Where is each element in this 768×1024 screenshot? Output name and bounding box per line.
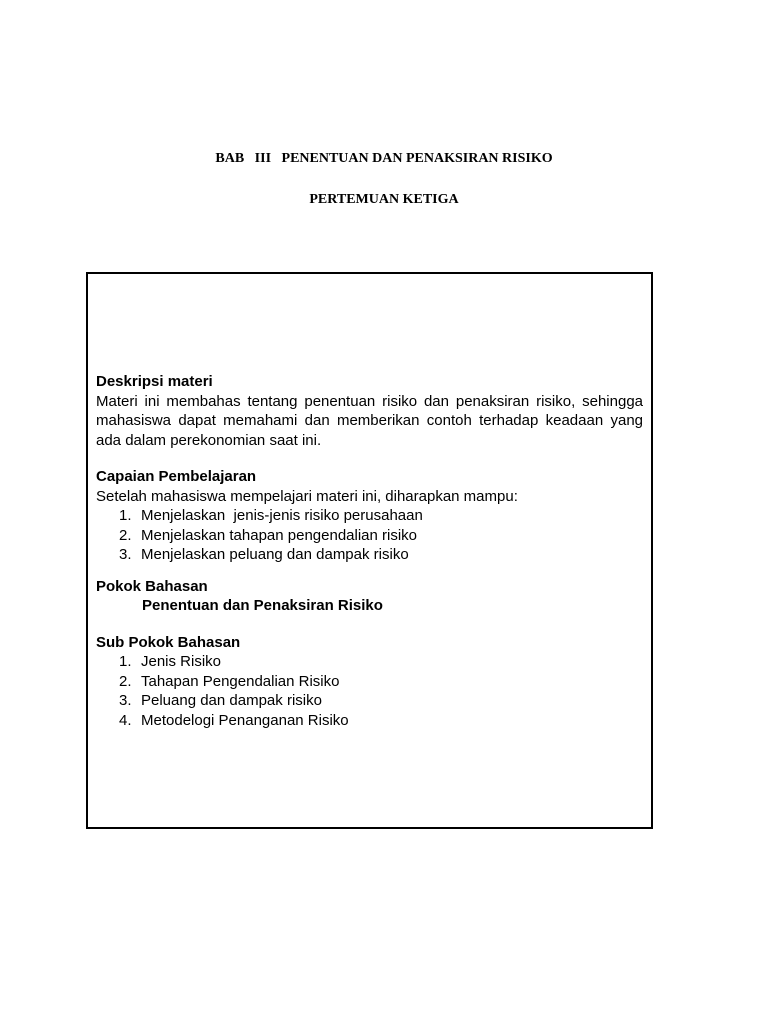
learning-outcomes-heading: Capaian Pembelajaran — [96, 468, 257, 485]
sub-topics-list — [96, 652, 643, 730]
list-item-text: Peluang dan dampak risiko — [141, 692, 322, 709]
list-item-text: Menjelaskan jenis-jenis risiko perusahaan — [141, 507, 423, 524]
description-heading: Deskripsi materi — [96, 373, 213, 390]
list-number: 3. — [119, 546, 132, 563]
list-number: 1. — [119, 507, 132, 524]
learning-outcomes-list — [96, 506, 643, 565]
list-number: 4. — [119, 711, 132, 729]
sub-topics-heading: Sub Pokok Bahasan — [96, 633, 241, 651]
list-item — [96, 672, 643, 692]
list-item-text: Tahapan Pengendalian Risiko — [141, 672, 340, 690]
meeting-title: PERTEMUAN KETIGA — [309, 192, 459, 207]
description-text: Materi ini membahas tentang penentuan risiko dan penaksiran risiko, sehingga mahasiswa dapat memahami dan memberikan contoh terhadap keadaan yang ada dalam perekonomian saat ini. — [96, 392, 643, 449]
learning-outcomes-intro: Setelah mahasiswa mempelajari materi ini, diharapkan mampu: — [96, 487, 518, 505]
list-number: 3. — [119, 692, 132, 709]
chapter-title: BAB III PENENTUAN DAN PENAKSIRAN RISIKO — [215, 151, 553, 166]
list-item-text: Jenis Risiko — [141, 653, 222, 670]
list-item-text: Metodelogi Penanganan Risiko — [141, 711, 349, 729]
list-item — [96, 526, 643, 546]
list-item — [96, 691, 643, 711]
box-content — [96, 372, 643, 730]
list-item — [96, 711, 643, 731]
list-item — [96, 545, 643, 565]
list-item — [96, 506, 643, 526]
list-item-text: Menjelaskan tahapan pengendalian risiko — [141, 526, 418, 544]
list-number: 1. — [119, 653, 132, 670]
main-topic-value: Penentuan dan Penaksiran Risiko — [142, 597, 383, 614]
main-topic-heading: Pokok Bahasan — [96, 577, 208, 595]
content-box — [86, 272, 653, 829]
list-item — [96, 652, 643, 672]
list-item-text: Menjelaskan peluang dan dampak risiko — [141, 546, 409, 563]
list-number: 2. — [119, 672, 132, 690]
list-number: 2. — [119, 526, 132, 544]
